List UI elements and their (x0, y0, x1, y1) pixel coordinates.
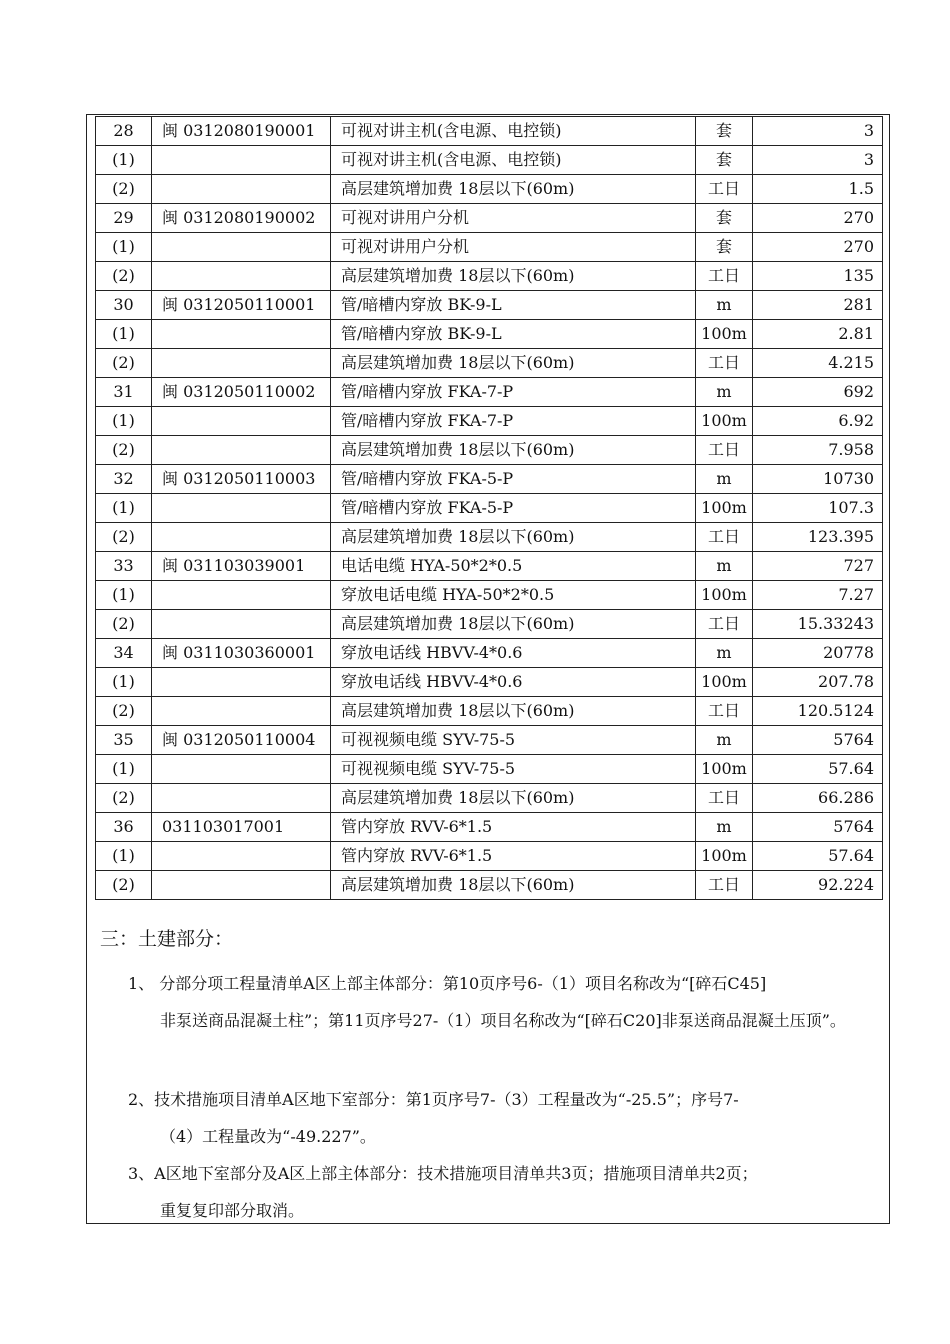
item-name: 可视视频电缆 SYV-75-5 (331, 726, 696, 755)
item-quantity: 57.64 (753, 842, 883, 871)
item-code: 闽 0312050110002 (152, 378, 331, 407)
item-quantity: 2.81 (753, 320, 883, 349)
item-name: 管/暗槽内穿放 FKA-5-P (331, 494, 696, 523)
table-row (96, 146, 883, 175)
item-name: 高层建筑增加费 18层以下(60m) (331, 349, 696, 378)
note-item-3-lead: 3、A区地下室部分及A区上部主体部分：技术措施项目清单共3页；措施项目清单共2页； (128, 1164, 758, 1183)
row-number: (1) (96, 146, 152, 175)
item-quantity: 692 (753, 378, 883, 407)
table-row (96, 871, 883, 900)
item-quantity: 92.224 (753, 871, 883, 900)
item-name: 管内穿放 RVV-6*1.5 (331, 842, 696, 871)
item-quantity: 57.64 (753, 755, 883, 784)
table-body (96, 117, 883, 900)
table-row (96, 378, 883, 407)
item-code: 闽 0312080190002 (152, 204, 331, 233)
item-quantity: 270 (753, 204, 883, 233)
row-number: 30 (96, 291, 152, 320)
section-title: 三：土建部分： (100, 928, 234, 950)
row-number: (1) (96, 668, 152, 697)
note-item-2 (128, 1081, 884, 1155)
item-code (152, 407, 331, 436)
item-unit: m (696, 726, 753, 755)
item-quantity: 281 (753, 291, 883, 320)
item-quantity: 727 (753, 552, 883, 581)
row-number: (2) (96, 610, 152, 639)
item-code (152, 146, 331, 175)
note-item-2-rest: （4）工程量改为“-49.227”。 (160, 1127, 376, 1146)
item-quantity: 66.286 (753, 784, 883, 813)
row-number: (2) (96, 523, 152, 552)
table-row (96, 233, 883, 262)
table-row (96, 639, 883, 668)
table-row (96, 697, 883, 726)
item-code (152, 494, 331, 523)
item-name: 穿放电话电缆 HYA-50*2*0.5 (331, 581, 696, 610)
row-number: 35 (96, 726, 152, 755)
item-name: 管/暗槽内穿放 BK-9-L (331, 320, 696, 349)
row-number: (2) (96, 262, 152, 291)
item-quantity: 6.92 (753, 407, 883, 436)
item-quantity: 5764 (753, 726, 883, 755)
row-number: (1) (96, 320, 152, 349)
item-unit: 100m (696, 755, 753, 784)
row-number: 29 (96, 204, 152, 233)
row-number: (1) (96, 233, 152, 262)
row-number: 32 (96, 465, 152, 494)
row-number: (1) (96, 494, 152, 523)
table-row (96, 610, 883, 639)
item-code (152, 436, 331, 465)
table-row (96, 320, 883, 349)
item-unit: 工日 (696, 697, 753, 726)
item-quantity: 20778 (753, 639, 883, 668)
item-quantity: 3 (753, 146, 883, 175)
item-quantity: 15.33243 (753, 610, 883, 639)
note-item-2-lead: 2、技术措施项目清单A区地下室部分：第1页序号7-（3）工程量改为“-25.5”；序号7- (128, 1090, 739, 1109)
item-name: 高层建筑增加费 18层以下(60m) (331, 436, 696, 465)
item-unit: 100m (696, 320, 753, 349)
item-code: 闽 0312050110004 (152, 726, 331, 755)
note-item-3-rest: 重复复印部分取消。 (160, 1201, 305, 1220)
item-name: 高层建筑增加费 18层以下(60m) (331, 697, 696, 726)
item-name: 管/暗槽内穿放 FKA-7-P (331, 407, 696, 436)
item-quantity: 5764 (753, 813, 883, 842)
item-code (152, 755, 331, 784)
item-unit: 工日 (696, 610, 753, 639)
table-row (96, 204, 883, 233)
row-number: (2) (96, 784, 152, 813)
item-unit: 100m (696, 581, 753, 610)
table-row (96, 465, 883, 494)
row-number: 36 (96, 813, 152, 842)
item-name: 可视视频电缆 SYV-75-5 (331, 755, 696, 784)
table-row (96, 552, 883, 581)
item-code (152, 233, 331, 262)
item-unit: m (696, 291, 753, 320)
row-number: (2) (96, 871, 152, 900)
item-code (152, 523, 331, 552)
item-quantity: 7.27 (753, 581, 883, 610)
item-name: 可视对讲主机(含电源、电控锁) (331, 146, 696, 175)
item-unit: m (696, 465, 753, 494)
item-code: 闽 0312080190001 (152, 117, 331, 146)
item-quantity: 135 (753, 262, 883, 291)
item-quantity: 207.78 (753, 668, 883, 697)
note-item-1-rest: 非泵送商品混凝土柱”；第11页序号27-（1）项目名称改为“[碎石C20]非泵送商品混凝土压顶”。 (160, 1011, 846, 1030)
item-unit: 100m (696, 668, 753, 697)
row-number: (1) (96, 407, 152, 436)
item-code (152, 175, 331, 204)
item-code: 闽 0311030360001 (152, 639, 331, 668)
table-row (96, 494, 883, 523)
bill-of-quantities-table (95, 116, 883, 900)
item-name: 电话电缆 HYA-50*2*0.5 (331, 552, 696, 581)
item-name: 高层建筑增加费 18层以下(60m) (331, 610, 696, 639)
table-row (96, 175, 883, 204)
item-unit: 套 (696, 117, 753, 146)
item-unit: 100m (696, 494, 753, 523)
item-code (152, 610, 331, 639)
item-quantity: 10730 (753, 465, 883, 494)
table-row (96, 813, 883, 842)
item-unit: m (696, 639, 753, 668)
item-code (152, 668, 331, 697)
item-quantity: 7.958 (753, 436, 883, 465)
item-quantity: 1.5 (753, 175, 883, 204)
item-code (152, 262, 331, 291)
item-name: 管/暗槽内穿放 FKA-7-P (331, 378, 696, 407)
table-row (96, 755, 883, 784)
row-number: 31 (96, 378, 152, 407)
table-row (96, 668, 883, 697)
item-name: 高层建筑增加费 18层以下(60m) (331, 523, 696, 552)
item-name: 管内穿放 RVV-6*1.5 (331, 813, 696, 842)
note-item-3 (128, 1155, 884, 1229)
item-unit: 工日 (696, 784, 753, 813)
item-name: 可视对讲用户分机 (331, 204, 696, 233)
item-name: 穿放电话线 HBVV-4*0.6 (331, 639, 696, 668)
table-row (96, 726, 883, 755)
item-unit: 套 (696, 204, 753, 233)
item-name: 穿放电话线 HBVV-4*0.6 (331, 668, 696, 697)
item-name: 高层建筑增加费 18层以下(60m) (331, 262, 696, 291)
row-number: 28 (96, 117, 152, 146)
table-row (96, 407, 883, 436)
item-unit: m (696, 552, 753, 581)
item-code (152, 349, 331, 378)
row-number: 33 (96, 552, 152, 581)
item-code: 闽 031103039001 (152, 552, 331, 581)
item-code (152, 697, 331, 726)
item-unit: 工日 (696, 523, 753, 552)
table-row (96, 117, 883, 146)
note-item-1 (128, 965, 884, 1039)
row-number: (2) (96, 349, 152, 378)
item-unit: m (696, 813, 753, 842)
item-code: 闽 0312050110001 (152, 291, 331, 320)
item-unit: 工日 (696, 349, 753, 378)
item-name: 高层建筑增加费 18层以下(60m) (331, 175, 696, 204)
item-quantity: 3 (753, 117, 883, 146)
table-row (96, 523, 883, 552)
item-quantity: 123.395 (753, 523, 883, 552)
item-unit: 工日 (696, 262, 753, 291)
item-code (152, 784, 331, 813)
item-code (152, 320, 331, 349)
item-unit: m (696, 378, 753, 407)
row-number: 34 (96, 639, 152, 668)
item-unit: 100m (696, 842, 753, 871)
item-code: 031103017001 (152, 813, 331, 842)
item-unit: 套 (696, 146, 753, 175)
table-row (96, 349, 883, 378)
row-number: (1) (96, 755, 152, 784)
item-quantity: 120.5124 (753, 697, 883, 726)
row-number: (2) (96, 436, 152, 465)
row-number: (1) (96, 581, 152, 610)
item-name: 高层建筑增加费 18层以下(60m) (331, 871, 696, 900)
item-unit: 工日 (696, 175, 753, 204)
item-name: 高层建筑增加费 18层以下(60m) (331, 784, 696, 813)
table-row (96, 291, 883, 320)
item-unit: 工日 (696, 436, 753, 465)
item-unit: 套 (696, 233, 753, 262)
item-name: 可视对讲主机(含电源、电控锁) (331, 117, 696, 146)
item-code (152, 581, 331, 610)
item-quantity: 270 (753, 233, 883, 262)
item-name: 可视对讲用户分机 (331, 233, 696, 262)
table-row (96, 262, 883, 291)
row-number: (2) (96, 175, 152, 204)
table-row (96, 842, 883, 871)
item-code (152, 871, 331, 900)
item-name: 管/暗槽内穿放 FKA-5-P (331, 465, 696, 494)
table-row (96, 436, 883, 465)
item-name: 管/暗槽内穿放 BK-9-L (331, 291, 696, 320)
item-unit: 100m (696, 407, 753, 436)
item-code: 闽 0312050110003 (152, 465, 331, 494)
item-code (152, 842, 331, 871)
item-quantity: 4.215 (753, 349, 883, 378)
table-row (96, 581, 883, 610)
item-unit: 工日 (696, 871, 753, 900)
item-quantity: 107.3 (753, 494, 883, 523)
note-item-1-lead: 1、 分部分项工程量清单A区上部主体部分：第10页序号6-（1）项目名称改为“[碎石C45] (128, 974, 767, 993)
row-number: (1) (96, 842, 152, 871)
row-number: (2) (96, 697, 152, 726)
table-row (96, 784, 883, 813)
